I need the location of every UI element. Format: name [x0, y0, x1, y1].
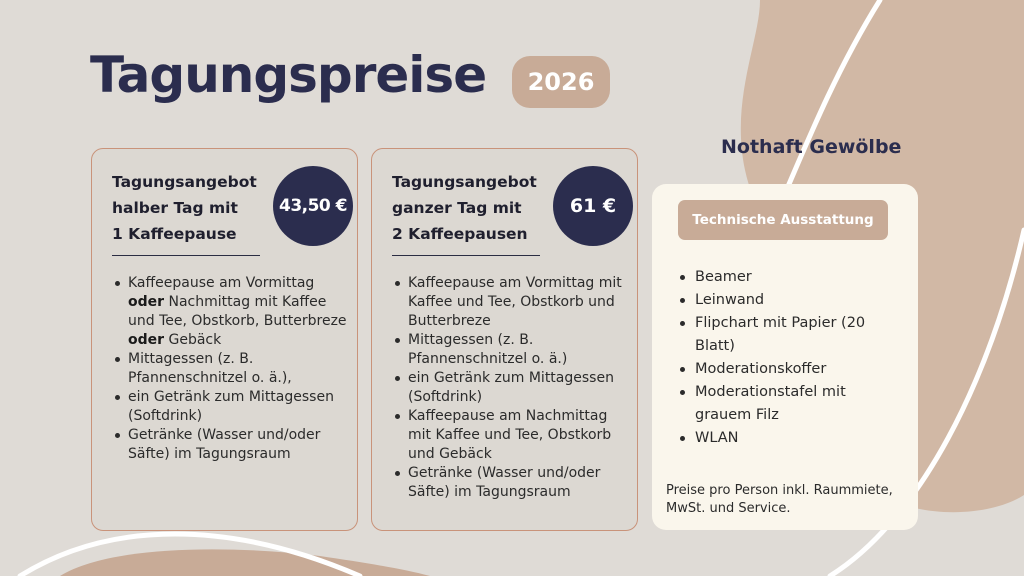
year-badge: 2026 [512, 56, 610, 108]
list-item: Getränke (Wasser und/oder Säfte) im Tagungsraum [392, 464, 632, 502]
equipment-item: Flipchart mit Papier (20 Blatt) [678, 312, 898, 358]
price-badge: 61 € [553, 166, 633, 246]
list-item: ein Getränk zum Mittagessen (Softdrink) [392, 369, 632, 407]
card-heading: Tagungsangebot halber Tag mit 1 Kaffeepause [112, 173, 257, 243]
price-badge: 43,50 € [273, 166, 353, 246]
equipment-item: Beamer [678, 266, 898, 289]
equipment-item: WLAN [678, 427, 898, 450]
offer-card-full-day [371, 148, 638, 531]
equipment-heading: Technische Ausstattung [678, 200, 888, 240]
page-title: Tagungspreise [90, 46, 487, 104]
list-item: Getränke (Wasser und/oder Säfte) im Tagungsraum [112, 426, 352, 464]
included-items-list [392, 274, 632, 502]
card-heading: Tagungsangebot ganzer Tag mit 2 Kaffeepausen [392, 173, 537, 243]
list-item: Kaffeepause am Nachmittag mit Kaffee und Tee, Obstkorb und Gebäck [392, 407, 632, 464]
offer-card-half-day [91, 148, 358, 531]
equipment-item: Moderationstafel mit grauem Filz [678, 381, 898, 427]
included-items-list [112, 274, 352, 464]
equipment-list [678, 266, 898, 450]
price-note: Preise pro Person inkl. Raummiete, MwSt. und Service. [666, 483, 893, 516]
venue-name: Nothaft Gewölbe [721, 136, 902, 158]
divider [392, 255, 540, 256]
list-item: ein Getränk zum Mittagessen (Softdrink) [112, 388, 352, 426]
divider [112, 255, 260, 256]
list-item: Kaffeepause am Vormittag oder Nachmittag mit Kaffee und Tee, Obstkorb, Butterbreze oder Gebäck [112, 274, 352, 350]
list-item: Mittagessen (z. B. Pfannenschnitzel o. ä.) [392, 331, 632, 369]
equipment-panel [652, 184, 918, 530]
tan-blob-bottom [60, 549, 430, 576]
list-item: Mittagessen (z. B. Pfannenschnitzel o. ä.), [112, 350, 352, 388]
equipment-item: Moderationskoffer [678, 358, 898, 381]
list-item: Kaffeepause am Vormittag mit Kaffee und Tee, Obstkorb und Butterbreze [392, 274, 632, 331]
equipment-item: Leinwand [678, 289, 898, 312]
